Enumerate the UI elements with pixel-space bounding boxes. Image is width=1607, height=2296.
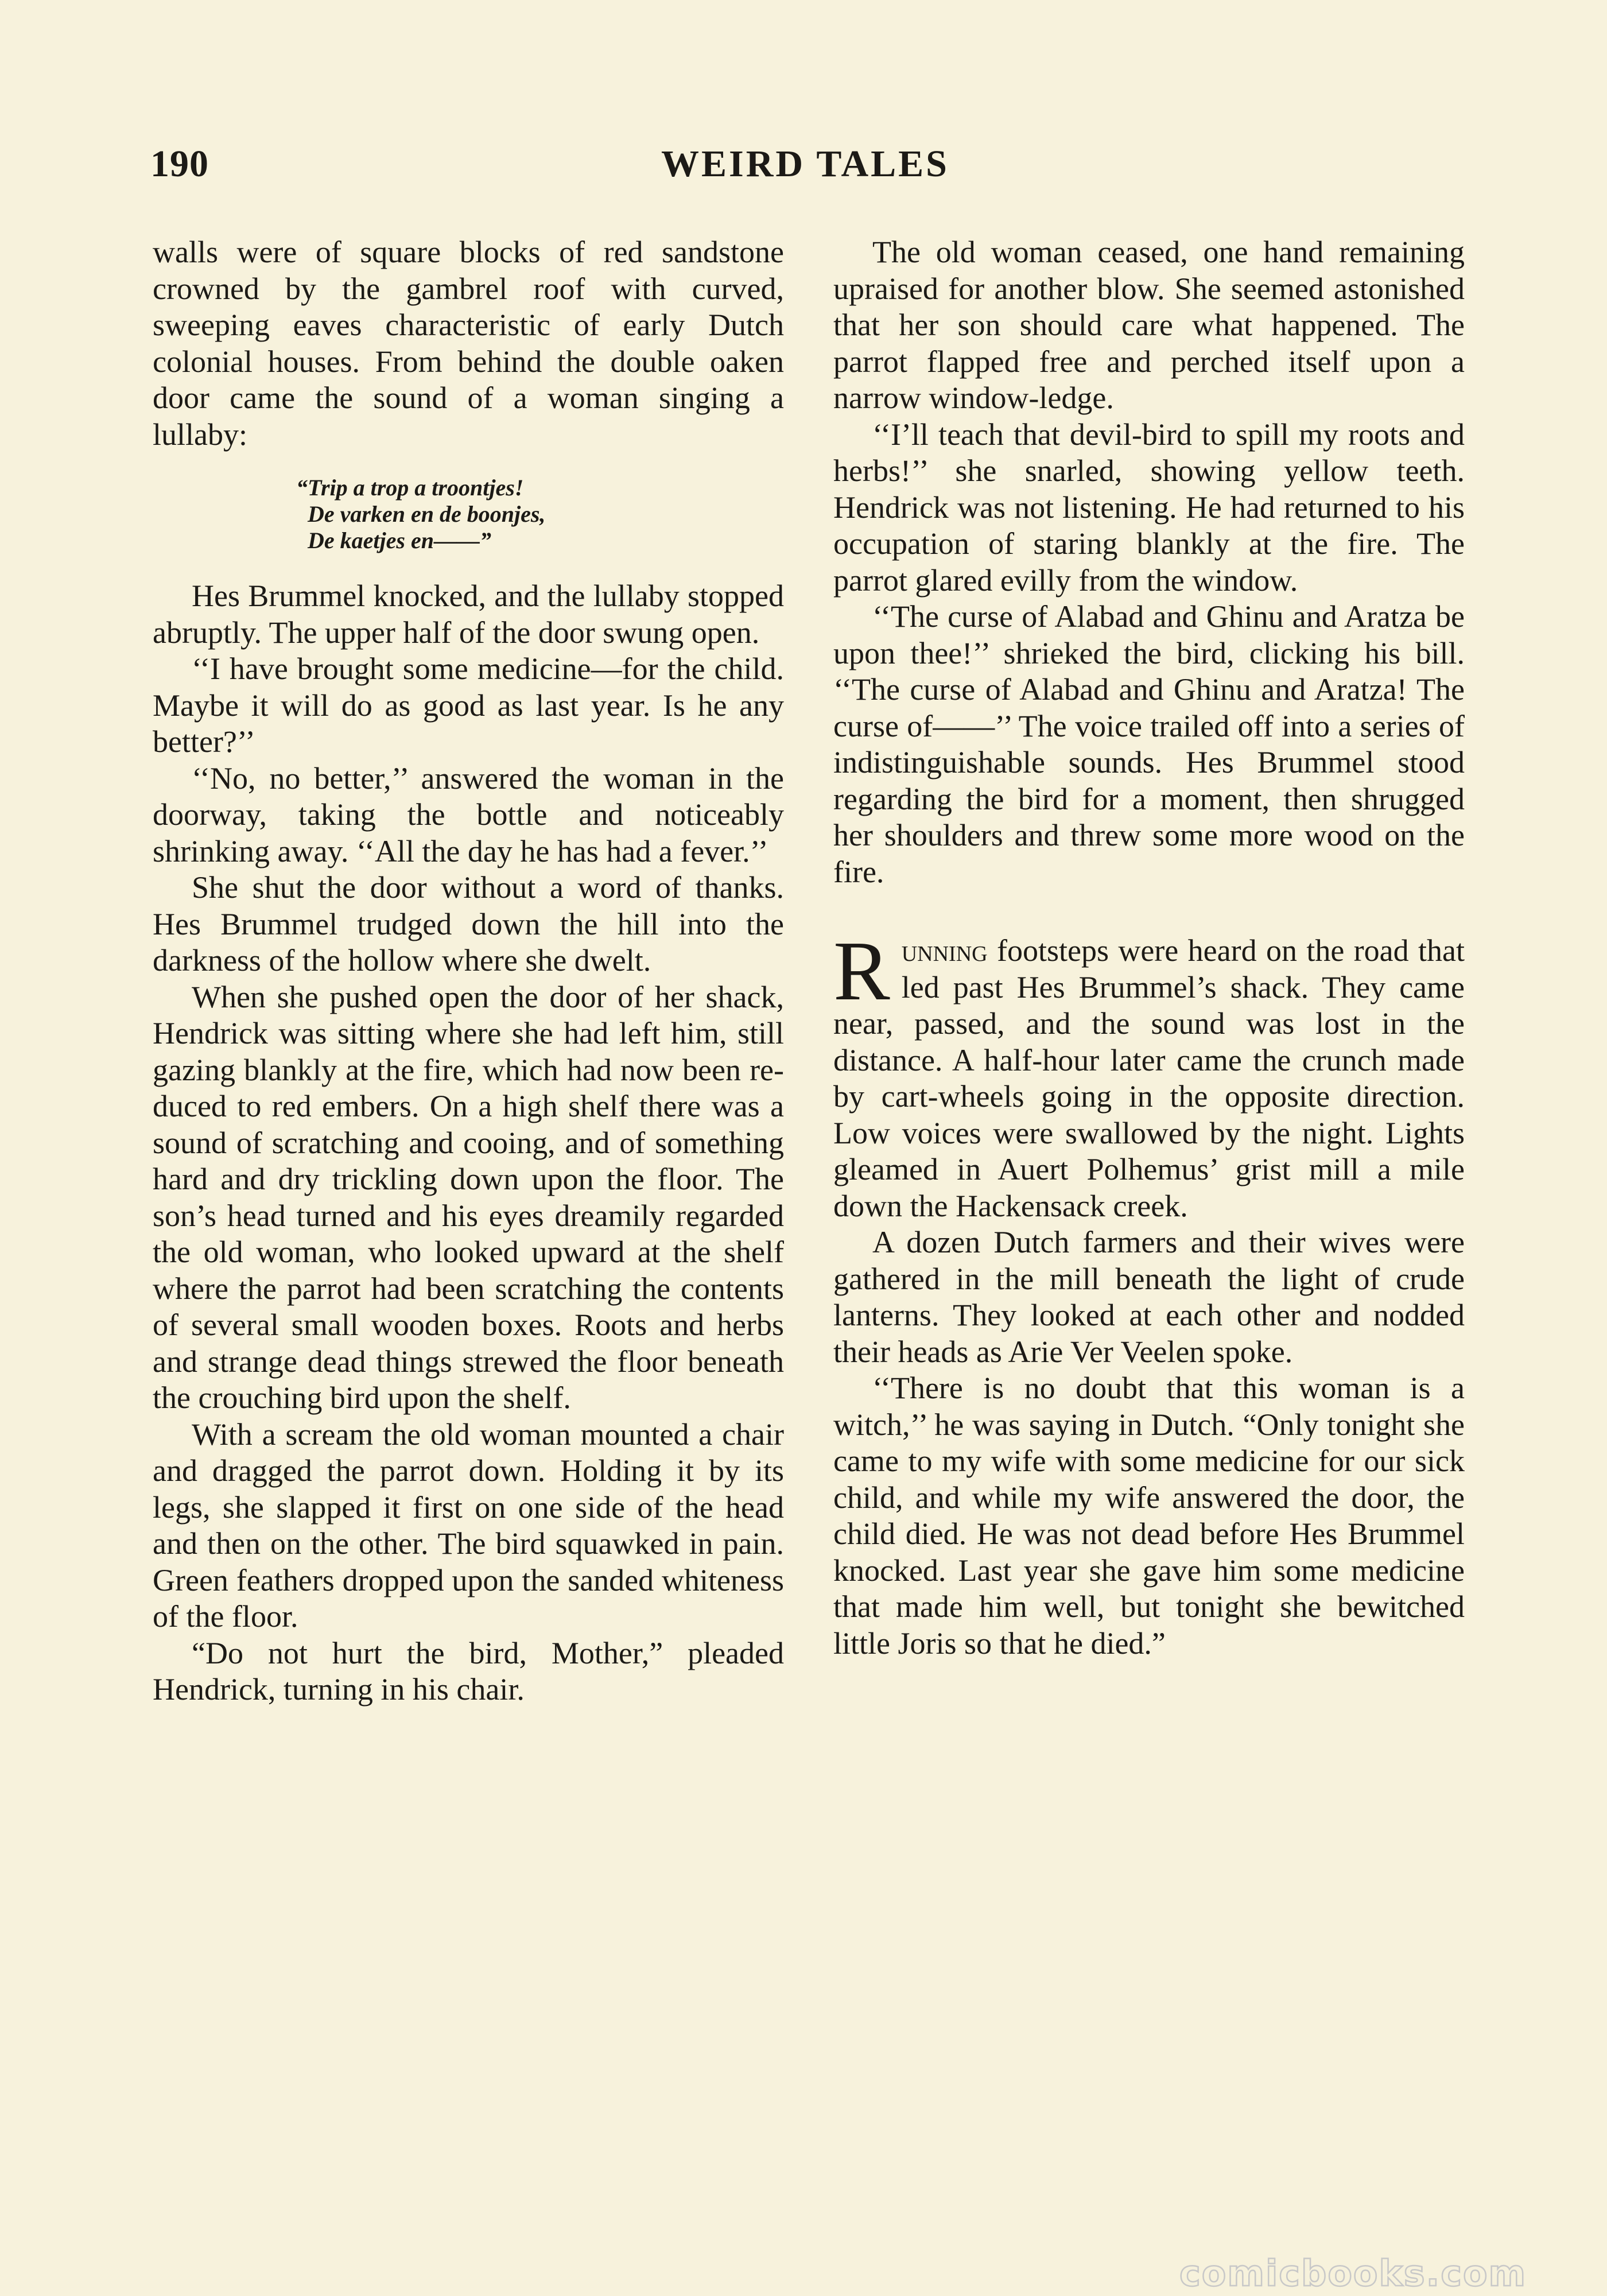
paragraph: “Do not hurt the bird, Mother,” pleaded Hendrick, turning in his chair. — [153, 1635, 784, 1707]
paragraph: ‘‘I’ll teach that devil-bird to spill my roots and herbs!’’ she snarled, showing yellow teeth. Hendrick was not listening. He had returned to his occupation of staring blankly at the fire. The parrot glared evilly from the window. — [833, 417, 1465, 598]
verse-line: De kaetjes en——” — [308, 528, 491, 553]
paragraph: Hes Brummel knocked, and the lullaby stopped abruptly. The upper half of the door swung open. — [153, 579, 784, 650]
paragraph: When she pushed open the door of her shack, Hendrick was sitting where she had left him, still gazing blankly at the fire, which had now been reduced to red embers. On a high shelf there was a sound of scratching and cooing, and of something hard and dry trickling down upon the floor. The son’s head turned and his eyes dreamily regarded the old woman, who looked upward at the shelf where the parrot had been scratching the contents of several small wooden boxes. Roots and herbs and strange dead things strewed the floor beneath the crouching bird upon the shelf. — [153, 979, 784, 1415]
verse-line: De varken en de boonjes, — [308, 501, 546, 527]
section-break — [833, 890, 1465, 933]
right-column — [833, 234, 1465, 1662]
verse-line: “Trip a trop a troontjes! — [296, 475, 524, 501]
paragraph: A dozen Dutch farmers and their wives were gathered in the mill beneath the light of crude lanterns. They looked at each other and nodded their heads as Arie Ver Veelen spoke. — [833, 1225, 1465, 1369]
small-caps-lead: unning — [901, 933, 988, 968]
paragraph: ‘‘There is no doubt that this woman is a witch,’’ he was saying in Dutch. “Only tonight she came to my wife with some medicine for our sick child, and while my wife answered the door, the child died. He was not dead before Hes Brummel knocked. Last year she gave him some medicine that made him well, but tonight she bewitched little Joris so that he died.” — [833, 1371, 1465, 1661]
lullaby-verse — [153, 475, 784, 554]
paragraph: The old woman ceased, one hand remaining upraised for another blow. She seemed astonished that her son should care what happened. The parrot flapped free and perched itself upon a narrow window-ledge. — [833, 235, 1465, 415]
paragraph: ‘‘I have brought some medicine—for the child. Maybe it will do as good as last year. Is he any better?’’ — [153, 651, 784, 759]
paragraph-text: footsteps were heard on the road that led past Hes Brummel’s shack. They came near, passed, and the sound was lost in the distance. A half-hour later came the crunch made by cart-wheels going in the opposite direction. Low voices were swallowed by the night. Lights gleamed in Auert Polhemus’ grist mill a mile down the Hackensack creek. — [833, 933, 1465, 1223]
paragraph: ‘‘The curse of Alabad and Ghinu and Aratza be upon thee!’’ shrieked the bird, clicking his bill. ‘‘The curse of Alabad and Ghinu and Aratza! The curse of——’’ The voice trailed off into a series of indistinguishable sounds. Hes Brummel stood regarding the bird for a moment, then shrugged her shoulders and threw some more wood on the fire. — [833, 599, 1465, 889]
left-column — [153, 234, 784, 1708]
paragraph: walls were of square blocks of red sandstone crowned by the gambrel roof with curved, sweeping eaves characteristic of early Dutch colonial houses. From behind the double oaken door came the sound of a woman singing a lullaby: — [153, 235, 784, 452]
page-header — [150, 142, 1470, 194]
drop-cap: R — [833, 924, 890, 1018]
paragraph-dropcap — [833, 924, 1465, 1224]
paragraph: ‘‘No, no better,’’ answered the woman in the doorway, taking the bottle and noticeably shrinking away. ‘‘All the day he has had a fever.’’ — [153, 761, 784, 868]
paragraph: With a scream the old woman mounted a chair and dragged the parrot down. Holding it by its legs, she slapped it first on one side of the head and then on the other. The bird squawked in pain. Green feathers dropped upon the sanded whiteness of the floor. — [153, 1417, 784, 1634]
paragraph: She shut the door without a word of thanks. Hes Brummel trudged down the hill into the darkness of the hollow where she dwelt. — [153, 870, 784, 978]
watermark-logo-art — [1179, 2250, 1570, 2296]
watermark-logo — [1179, 2250, 1570, 2296]
running-head: WEIRD TALES — [661, 143, 949, 185]
watermark-text: comicbooks.com — [1179, 2252, 1527, 2294]
page-number: 190 — [150, 143, 209, 185]
